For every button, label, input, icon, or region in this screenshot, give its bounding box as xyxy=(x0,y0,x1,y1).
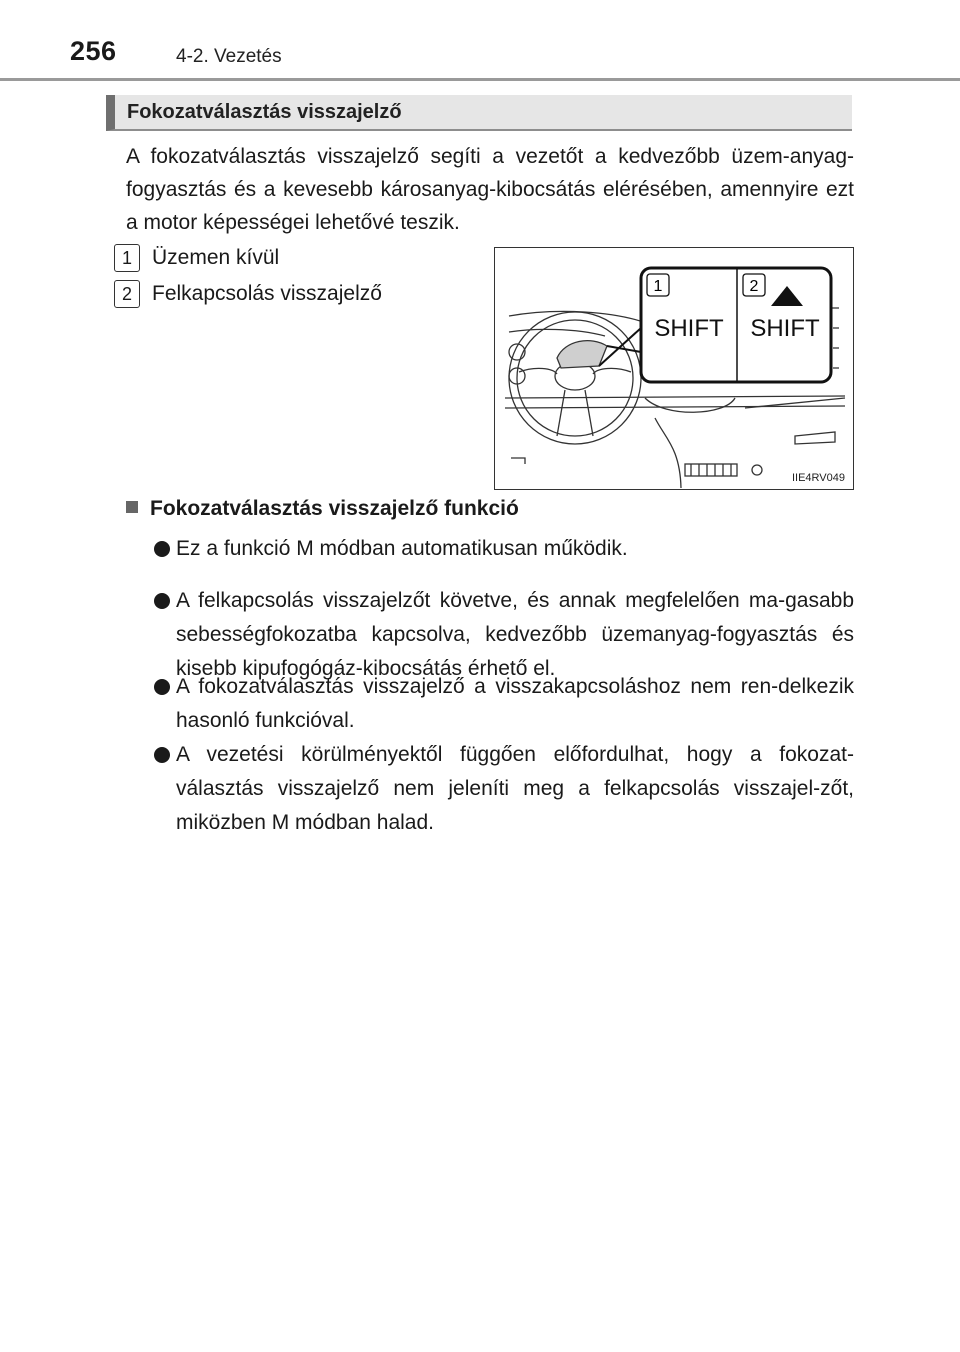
bullet-dot-icon xyxy=(154,747,170,763)
intro-paragraph: A fokozatválasztás visszajelző segíti a vezetőt a kedvezőbb üzem-anyag-fogyasztás és a kevesebb károsanyag-kibocsátás elérésében, amennyire ezt a motor képességei lehetővé teszik. xyxy=(126,145,854,234)
dashboard-illustration xyxy=(494,247,854,490)
bullet-item xyxy=(154,738,854,840)
bullet-dot-icon xyxy=(154,593,170,609)
callout-number-2: 2 xyxy=(749,278,759,295)
section-heading xyxy=(106,95,852,131)
bullet-item xyxy=(154,670,854,738)
bullet-text: Ez a funkció M módban automatikusan működik. xyxy=(176,537,628,560)
square-bullet-icon xyxy=(126,501,138,513)
legend-label: Üzemen kívül xyxy=(152,246,280,269)
shift-text-off: SHIFT xyxy=(654,315,724,342)
shift-text-upshift: SHIFT xyxy=(750,315,820,342)
bullet-dot-icon xyxy=(154,679,170,695)
bullet-text: A felkapcsolás visszajelzőt követve, és annak megfelelően ma-gasabb sebességfokozatba kapcsolva, kedvezőbb üzemanyag-fogyasztás és kisebb kipufogógáz-kibocsátás érhető el. xyxy=(176,589,854,680)
bullet-dot-icon xyxy=(154,541,170,557)
dashboard-drawing xyxy=(495,248,853,489)
legend-item-2 xyxy=(114,280,382,308)
legend-number: 1 xyxy=(114,244,140,272)
chapter-title: 4-2. Vezetés xyxy=(176,46,282,67)
bullet-text: A vezetési körülményektől függően előfordulhat, hogy a fokozat-választás visszajelző nem jeleníti meg a felkapcsolás visszajel-zőt, miközben M módban halad. xyxy=(176,743,854,834)
function-title: Fokozatválasztás visszajelző funkció xyxy=(150,497,519,520)
header-divider xyxy=(0,78,960,81)
figure-code: IIE4RV049 xyxy=(791,472,845,484)
bullet-item xyxy=(154,532,854,566)
legend-item-1 xyxy=(114,244,279,272)
section-title: Fokozatválasztás visszajelző xyxy=(127,101,402,123)
function-heading xyxy=(126,497,519,521)
callout-number-1: 1 xyxy=(653,278,663,295)
bullet-text: A fokozatválasztás visszajelző a visszakapcsoláshoz nem ren-delkezik hasonló funkcióval. xyxy=(176,675,854,732)
legend-label: Felkapcsolás visszajelző xyxy=(152,282,382,305)
legend-number: 2 xyxy=(114,280,140,308)
page-number: 256 xyxy=(70,36,117,66)
